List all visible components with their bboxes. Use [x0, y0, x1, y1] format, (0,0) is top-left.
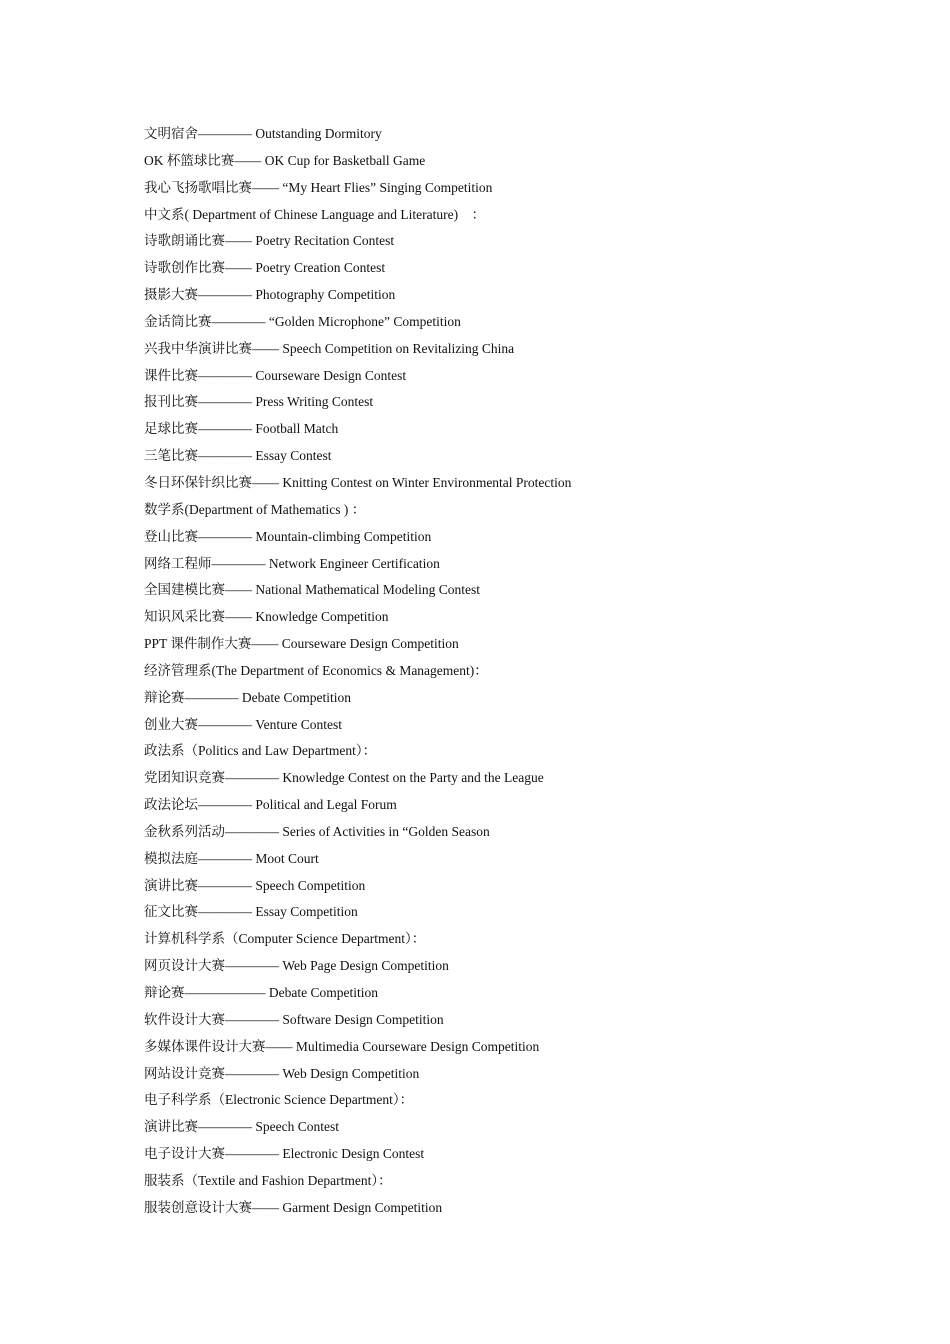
- text-line: OK 杯篮球比赛—— OK Cup for Basketball Game: [144, 152, 426, 168]
- text-line: 多媒体课件设计大赛—— Multimedia Courseware Design Competition: [144, 1038, 540, 1054]
- text-line: 文明宿舍———— Outstanding Dormitory: [144, 126, 382, 141]
- text-line: 金话筒比赛———— “Golden Microphone” Competition: [144, 313, 461, 329]
- text-line: 网络工程师———— Network Engineer Certification: [144, 555, 440, 571]
- text-line: 演讲比赛———— Speech Contest: [144, 1119, 339, 1135]
- section-heading: 经济管理系(The Department of Economics & Management)：: [144, 662, 488, 678]
- text-line: 演讲比赛———— Speech Competition: [144, 877, 366, 893]
- section-heading: 中文系( Department of Chinese Language and Literature) ：: [144, 206, 486, 222]
- section-heading: 电子科学系（Electronic Science Department）：: [144, 1092, 414, 1108]
- text-line: 金秋系列活动———— Series of Activities in “Golden Season: [144, 823, 490, 839]
- text-line: 辩论赛—————— Debate Competition: [144, 985, 378, 1000]
- text-line: 诗歌创作比赛—— Poetry Creation Contest: [144, 260, 386, 276]
- text-line: 征文比赛———— Essay Competition: [144, 904, 358, 920]
- section-heading: 计算机科学系（Computer Science Department）：: [144, 931, 426, 947]
- text-line: 模拟法庭———— Moot Court: [144, 850, 319, 866]
- document-body: [144, 121, 904, 1222]
- text-line: 我心飞扬歌唱比赛—— “My Heart Flies” Singing Competition: [144, 179, 493, 195]
- section-heading: 服装系（Textile and Fashion Department）：: [144, 1172, 392, 1188]
- text-line: 创业大赛———— Venture Contest: [144, 716, 342, 732]
- text-line: 三笔比赛———— Essay Contest: [144, 448, 332, 464]
- text-line: 兴我中华演讲比赛—— Speech Competition on Revitalizing China: [144, 340, 515, 356]
- text-line: 报刊比赛———— Press Writing Contest: [144, 394, 374, 410]
- text-line: 电子设计大赛———— Electronic Design Contest: [144, 1146, 425, 1162]
- text-line: 辩论赛———— Debate Competition: [144, 689, 351, 705]
- text-line: 摄影大赛———— Photography Competition: [144, 287, 396, 303]
- text-line: 网站设计竞赛———— Web Design Competition: [144, 1065, 420, 1081]
- text-line: 全国建模比赛—— National Mathematical Modeling Contest: [144, 582, 480, 598]
- text-line: 服装创意设计大赛—— Garment Design Competition: [144, 1199, 443, 1215]
- text-line: 政法论坛———— Political and Legal Forum: [144, 797, 397, 813]
- text-line: 软件设计大赛———— Software Design Competition: [144, 1011, 444, 1027]
- text-line: 足球比赛———— Football Match: [144, 421, 339, 437]
- text-line: PPT 课件制作大赛—— Courseware Design Competition: [144, 636, 459, 652]
- text-line: 冬日环保针织比赛—— Knitting Contest on Winter Environmental Protection: [144, 474, 572, 490]
- text-line: 诗歌朗诵比赛—— Poetry Recitation Contest: [144, 233, 395, 249]
- text-line: 网页设计大赛———— Web Page Design Competition: [144, 958, 449, 974]
- text-line: 课件比赛———— Courseware Design Contest: [144, 367, 407, 383]
- text-line: 知识风采比赛—— Knowledge Competition: [144, 609, 389, 625]
- section-heading: 政法系（Politics and Law Department）：: [144, 743, 377, 759]
- text-line: 登山比赛———— Mountain-climbing Competition: [144, 528, 432, 544]
- text-line: 党团知识竞赛———— Knowledge Contest on the Party and the League: [144, 770, 544, 786]
- section-heading: 数学系(Department of Mathematics ) ：: [144, 501, 366, 517]
